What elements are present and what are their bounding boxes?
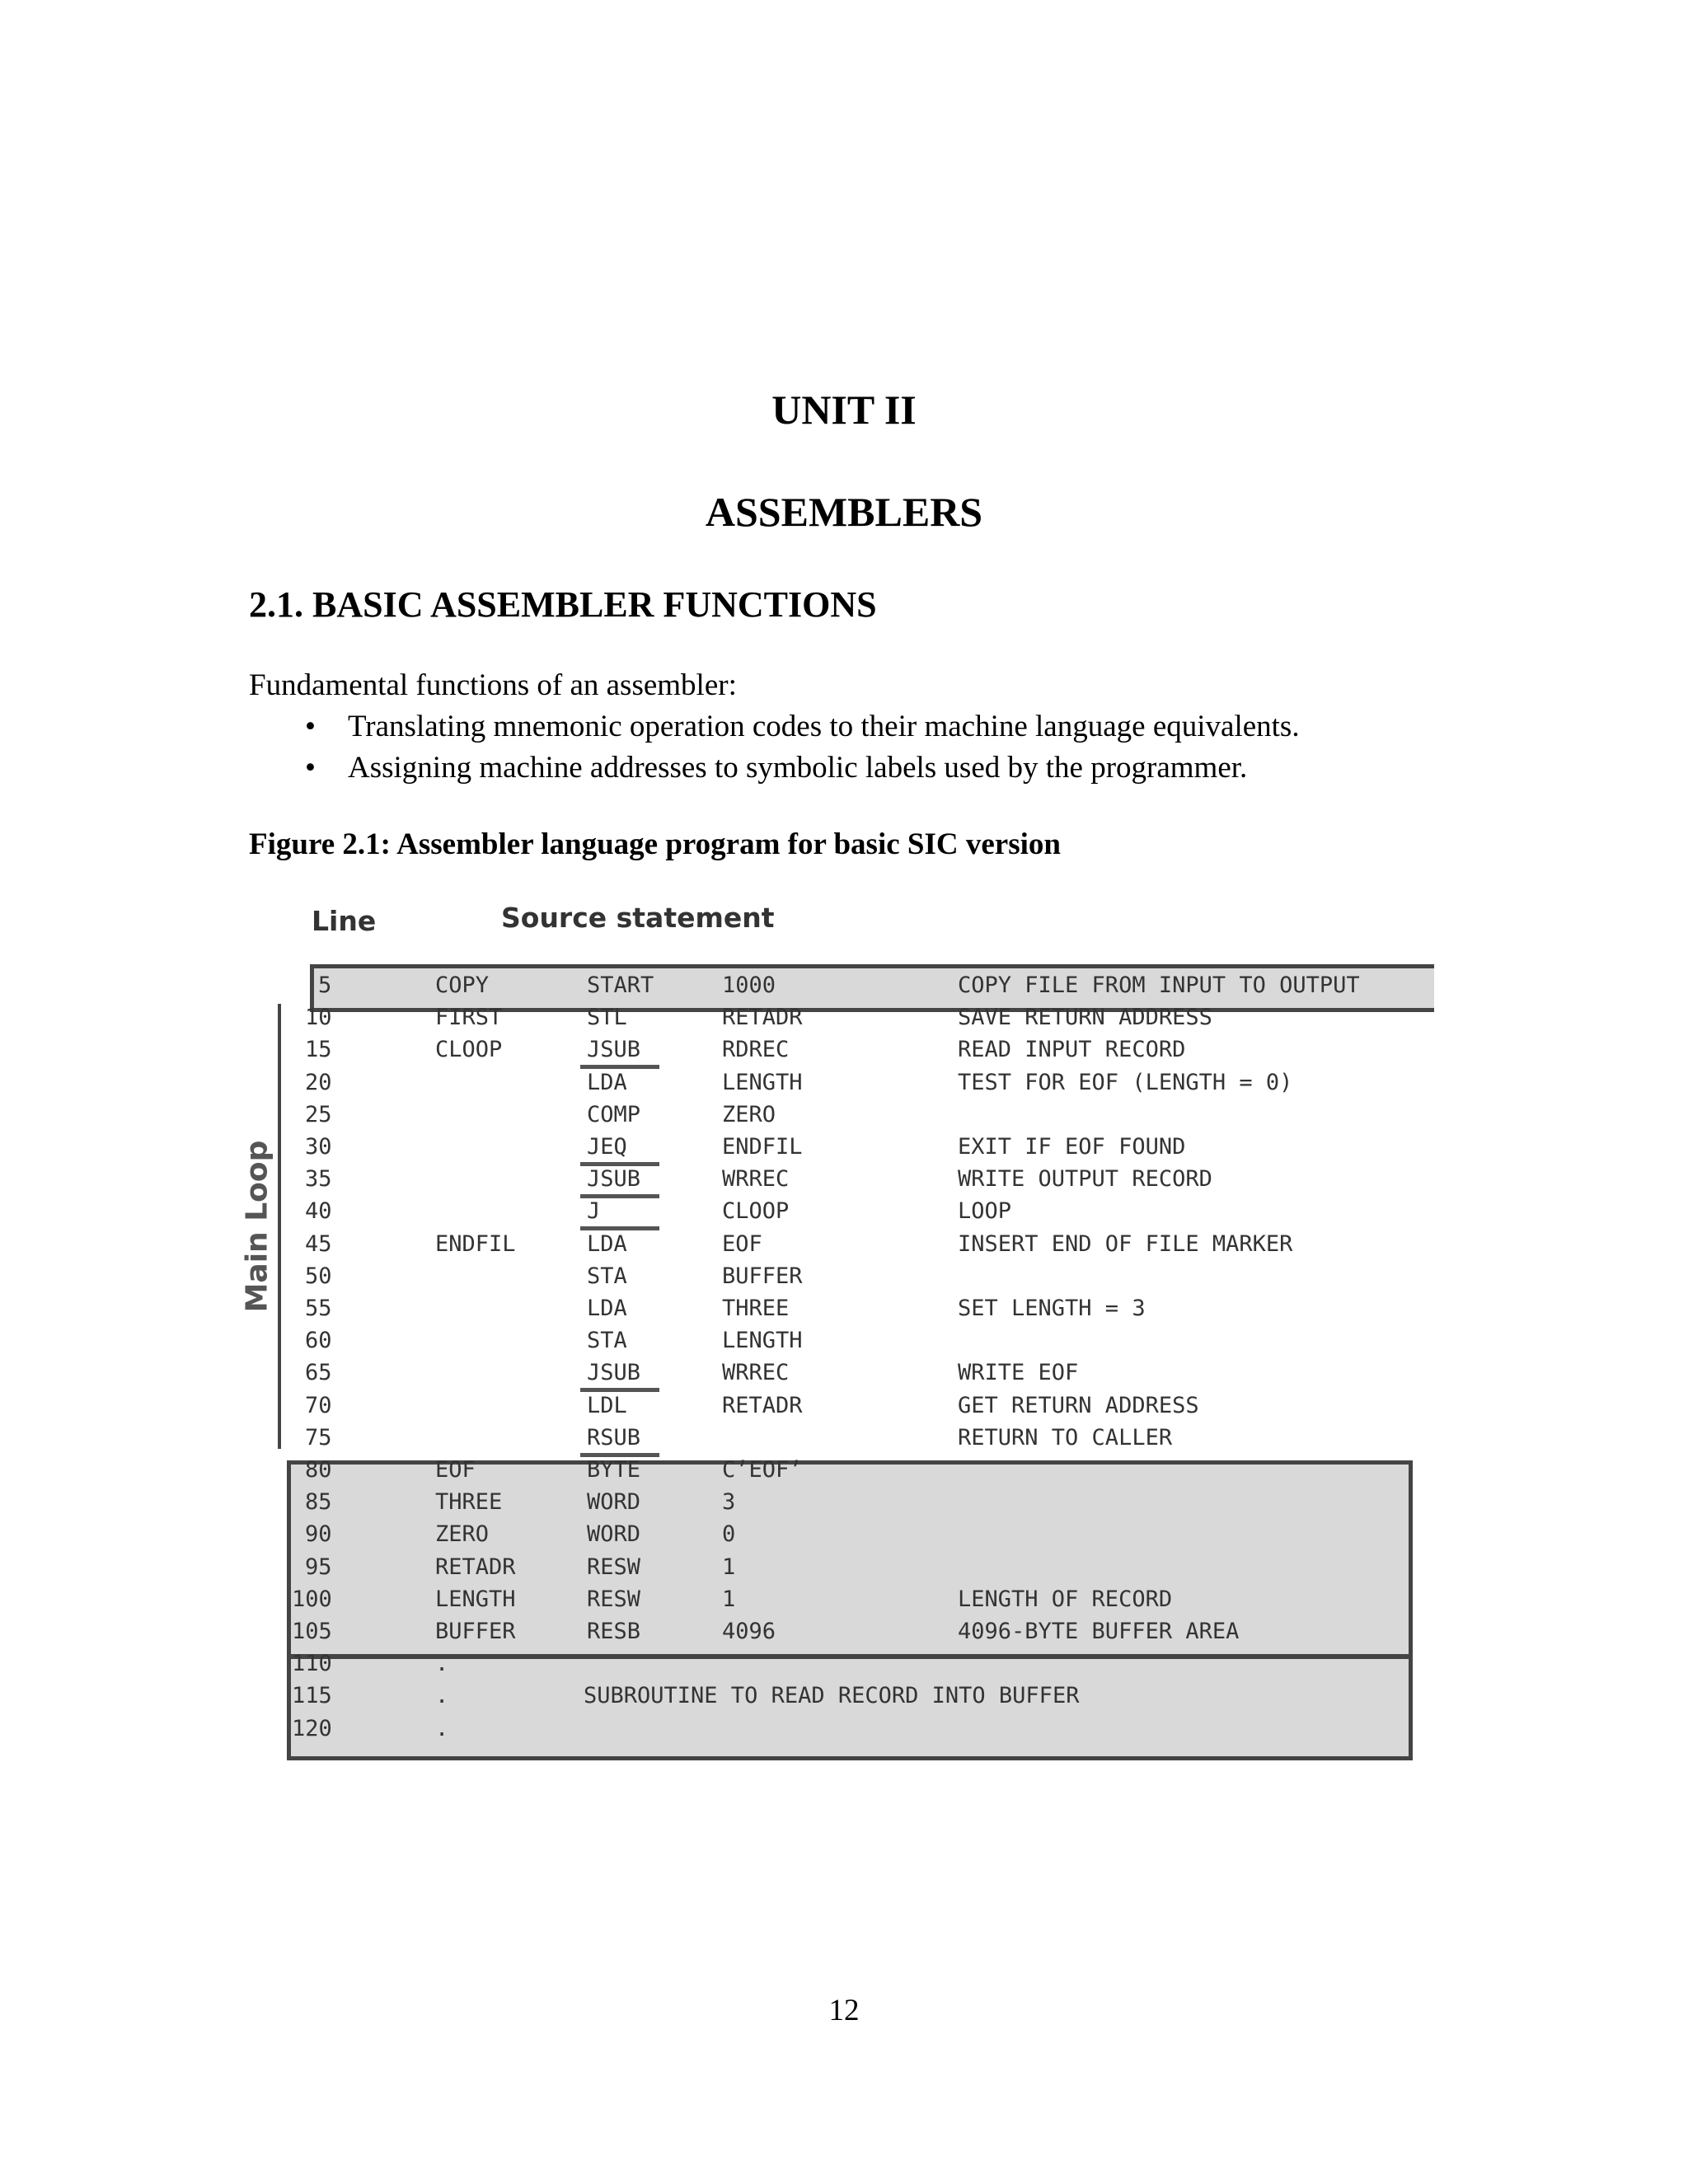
operand-cell: ENDFIL [722,1134,803,1160]
bullet-icon: • [305,751,316,785]
comment-cell: WRITE EOF [958,1360,1079,1385]
opcode-cell: STA [587,1328,627,1353]
line-number: 10 [305,1005,332,1030]
main-loop-bracket [278,1004,281,1449]
comment-cell: COPY FILE FROM INPUT TO OUTPUT [958,972,1360,998]
label-cell: EOF [435,1457,476,1483]
operand-cell: THREE [722,1296,790,1321]
line-number: 80 [305,1457,332,1483]
opcode-cell: LDA [587,1070,627,1095]
operand-cell: CLOOP [722,1198,790,1224]
operand-cell: RETADR [722,1393,803,1418]
line-number: 60 [305,1328,332,1353]
operand-cell: 3 [722,1489,736,1515]
label-cell: RETADR [435,1554,516,1580]
operand-cell: WRREC [722,1360,790,1385]
line-number: 120 [292,1716,332,1741]
source-column-header: Source statement [501,902,775,934]
line-number: 65 [305,1360,332,1385]
operand-cell: 4096 [722,1619,776,1644]
line-number: 105 [292,1619,332,1644]
comment-cell: SET LENGTH = 3 [958,1296,1146,1321]
comment-cell: LOOP [958,1198,1012,1224]
operand-cell: EOF [722,1231,762,1257]
opcode-cell: JSUB [587,1166,641,1192]
opcode-cell: COMP [587,1102,641,1127]
label-cell: ZERO [435,1521,490,1547]
label-cell: . [435,1683,449,1708]
operand-cell: LENGTH [722,1328,803,1353]
bullet-text: Translating mnemonic operation codes to their machine language equivalents. [348,710,1300,743]
line-number: 75 [305,1425,332,1451]
line-number: 40 [305,1198,332,1224]
line-number: 70 [305,1393,332,1418]
operand-cell: ZERO [722,1102,776,1127]
line-number: 115 [292,1683,332,1708]
opcode-underline [580,1388,659,1392]
comment-cell: GET RETURN ADDRESS [958,1393,1199,1418]
opcode-cell: STL [587,1005,627,1030]
comment-cell: SAVE RETURN ADDRESS [958,1005,1212,1030]
line-number: 15 [305,1037,332,1062]
chapter-title: ASSEMBLERS [705,489,983,535]
label-cell: . [435,1716,449,1741]
intro-text: Fundamental functions of an assembler: [249,668,737,702]
operand-cell: 1000 [722,972,776,998]
opcode-cell: LDA [587,1231,627,1257]
opcode-underline [580,1226,659,1230]
opcode-cell: LDL [587,1393,627,1418]
line-number: 20 [305,1070,332,1095]
opcode-cell: J [587,1198,601,1224]
operand-cell: C’EOF’ [722,1457,803,1483]
label-cell: COPY [435,972,490,998]
line-number: 100 [292,1586,332,1612]
label-cell: CLOOP [435,1037,503,1062]
operand-cell: BUFFER [722,1263,803,1289]
comment-cell: RETURN TO CALLER [958,1425,1173,1451]
comment-cell: EXIT IF EOF FOUND [958,1134,1186,1160]
opcode-cell: JEQ [587,1134,627,1160]
comment-cell: LENGTH OF RECORD [958,1586,1173,1612]
operand-cell: 1 [722,1554,736,1580]
opcode-cell: JSUB [587,1360,641,1385]
line-number: 95 [305,1554,332,1580]
operand-cell: 0 [722,1521,736,1547]
comment-cell: WRITE OUTPUT RECORD [958,1166,1212,1192]
line-number: 5 [318,972,332,998]
line-number: 35 [305,1166,332,1192]
bullet-list [305,707,1300,790]
unit-title: UNIT II [771,387,917,433]
comment-cell: INSERT END OF FILE MARKER [958,1231,1293,1257]
opcode-cell: RSUB [587,1425,641,1451]
label-cell: LENGTH [435,1586,516,1612]
bullet-text: Assigning machine addresses to symbolic labels used by the programmer. [348,751,1248,785]
line-number: 30 [305,1134,332,1160]
opcode-cell: WORD [587,1521,641,1547]
label-cell: ENDFIL [435,1231,516,1257]
label-cell: FIRST [435,1005,503,1030]
opcode-cell: WORD [587,1489,641,1515]
operand-cell: RETADR [722,1005,803,1030]
line-number: 110 [292,1651,332,1676]
line-number: 45 [305,1231,332,1257]
section-title: 2.1. BASIC ASSEMBLER FUNCTIONS [249,584,877,625]
operand-cell: WRREC [722,1166,790,1192]
bullet-item [305,748,1300,790]
comment-cell: 4096-BYTE BUFFER AREA [958,1619,1240,1644]
bullet-icon: • [305,710,316,743]
comment-cell: TEST FOR EOF (LENGTH = 0) [958,1070,1293,1095]
label-cell: THREE [435,1489,503,1515]
operand-cell: RDREC [722,1037,790,1062]
opcode-cell: LDA [587,1296,627,1321]
bullet-item [305,707,1300,748]
figure-caption: Figure 2.1: Assembler language program for basic SIC version [249,827,1061,861]
opcode-cell: BYTE [587,1457,641,1483]
opcode-cell: START [587,972,654,998]
opcode-cell: JSUB [587,1037,641,1062]
comment-cell: READ INPUT RECORD [958,1037,1186,1062]
opcode-underline [580,1065,659,1069]
line-column-header: Line [312,905,377,937]
line-number: 90 [305,1521,332,1547]
page-number: 12 [828,1994,860,2027]
line-number: 85 [305,1489,332,1515]
opcode-cell: SUBROUTINE TO READ RECORD INTO BUFFER [584,1683,1080,1708]
line-number: 25 [305,1102,332,1127]
operand-cell: LENGTH [722,1070,803,1095]
opcode-cell: RESW [587,1586,641,1612]
opcode-cell: STA [587,1263,627,1289]
label-cell: BUFFER [435,1619,516,1644]
operand-cell: 1 [722,1586,736,1612]
opcode-cell: RESB [587,1619,641,1644]
label-cell: . [435,1651,449,1676]
line-number: 50 [305,1263,332,1289]
opcode-cell: RESW [587,1554,641,1580]
line-number: 55 [305,1296,332,1321]
main-loop-label: Main Loop [240,1140,274,1313]
